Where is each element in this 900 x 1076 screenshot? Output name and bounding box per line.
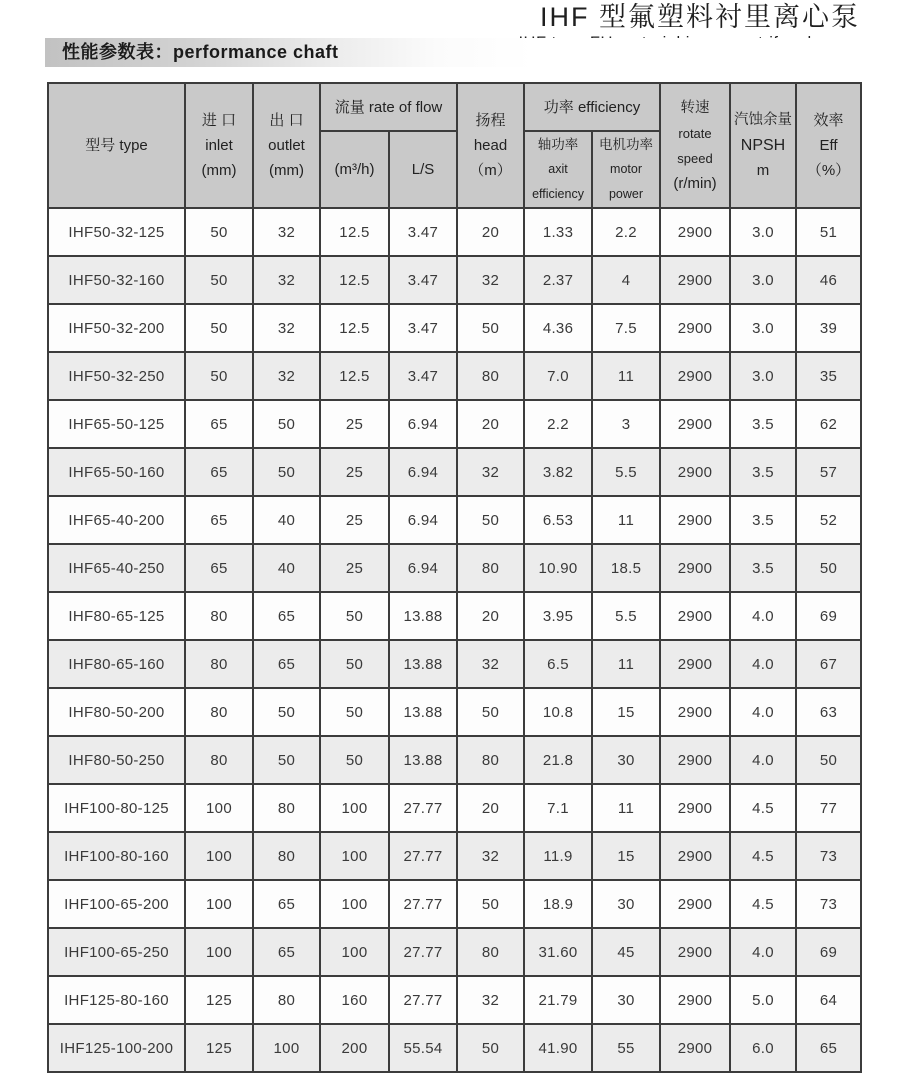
table-row [48, 784, 861, 832]
table-cell: 2900 [660, 784, 730, 832]
table-cell: 32 [457, 976, 524, 1024]
table-row [48, 736, 861, 784]
table-cell: 3.82 [524, 448, 592, 496]
table-cell: 80 [185, 592, 253, 640]
table-cell: 80 [253, 784, 320, 832]
table-cell: 3.0 [730, 256, 796, 304]
table-cell: 30 [592, 880, 660, 928]
cell-model-type: IHF50-32-125 [48, 208, 185, 256]
table-cell: 160 [320, 976, 389, 1024]
cell-model-type: IHF80-50-250 [48, 736, 185, 784]
table-cell: 3.5 [730, 544, 796, 592]
table-cell: 39 [796, 304, 861, 352]
table-cell: 67 [796, 640, 861, 688]
table-cell: 40 [253, 544, 320, 592]
table-cell: 20 [457, 592, 524, 640]
table-cell: 20 [457, 400, 524, 448]
table-cell: 4.0 [730, 640, 796, 688]
table-row [48, 928, 861, 976]
column-header-flow-ls: L/S [389, 131, 457, 208]
table-cell: 50 [185, 208, 253, 256]
table-row [48, 592, 861, 640]
table-row [48, 640, 861, 688]
table-row [48, 976, 861, 1024]
table-cell: 65 [253, 928, 320, 976]
table-row [48, 208, 861, 256]
table-cell: 4.36 [524, 304, 592, 352]
table-cell: 100 [185, 784, 253, 832]
table-cell: 2900 [660, 928, 730, 976]
column-header-motor-power: 电机功率 motor power [592, 131, 660, 208]
table-cell: 27.77 [389, 832, 457, 880]
table-cell: 32 [253, 256, 320, 304]
table-row [48, 832, 861, 880]
table-row [48, 688, 861, 736]
table-cell: 4.5 [730, 832, 796, 880]
table-cell: 12.5 [320, 256, 389, 304]
table-cell: 13.88 [389, 688, 457, 736]
table-cell: 2900 [660, 352, 730, 400]
table-cell: 30 [592, 976, 660, 1024]
table-row [48, 352, 861, 400]
table-cell: 100 [320, 832, 389, 880]
table-cell: 13.88 [389, 736, 457, 784]
table-cell: 25 [320, 544, 389, 592]
table-cell: 80 [185, 688, 253, 736]
table-cell: 2900 [660, 208, 730, 256]
table-cell: 6.94 [389, 448, 457, 496]
table-cell: 3 [592, 400, 660, 448]
table-cell: 2.2 [524, 400, 592, 448]
table-cell: 69 [796, 928, 861, 976]
table-cell: 15 [592, 832, 660, 880]
table-header [48, 83, 861, 208]
cell-model-type: IHF50-32-160 [48, 256, 185, 304]
table-cell: 2.37 [524, 256, 592, 304]
table-cell: 18.9 [524, 880, 592, 928]
table-cell: 65 [253, 640, 320, 688]
column-header-inlet: 进 口 inlet (mm) [185, 83, 253, 208]
table-cell: 12.5 [320, 304, 389, 352]
column-header-power-group: 功率 efficiency [524, 83, 660, 131]
table-cell: 62 [796, 400, 861, 448]
table-cell: 4.5 [730, 880, 796, 928]
section-label-bar [45, 38, 860, 67]
table-cell: 69 [796, 592, 861, 640]
table-cell: 6.53 [524, 496, 592, 544]
table-cell: 11.9 [524, 832, 592, 880]
table-cell: 3.0 [730, 208, 796, 256]
table-cell: 25 [320, 496, 389, 544]
performance-table [47, 82, 862, 1073]
cell-model-type: IHF65-50-125 [48, 400, 185, 448]
table-cell: 52 [796, 496, 861, 544]
table-cell: 12.5 [320, 208, 389, 256]
table-cell: 50 [457, 304, 524, 352]
table-cell: 32 [253, 208, 320, 256]
table-cell: 50 [185, 304, 253, 352]
table-cell: 100 [320, 880, 389, 928]
table-cell: 2900 [660, 688, 730, 736]
cell-model-type: IHF80-50-200 [48, 688, 185, 736]
table-cell: 27.77 [389, 880, 457, 928]
table-row [48, 496, 861, 544]
table-cell: 80 [457, 928, 524, 976]
table-cell: 100 [185, 880, 253, 928]
table-row [48, 304, 861, 352]
table-cell: 65 [185, 448, 253, 496]
table-cell: 25 [320, 448, 389, 496]
table-cell: 11 [592, 784, 660, 832]
table-cell: 4 [592, 256, 660, 304]
section-label: 性能参数表：performance chaft [62, 42, 339, 62]
table-cell: 4.0 [730, 928, 796, 976]
cell-model-type: IHF65-40-250 [48, 544, 185, 592]
column-header-rotate-speed: 转速 rotate speed (r/min) [660, 83, 730, 208]
table-cell: 73 [796, 880, 861, 928]
table-cell: 3.47 [389, 352, 457, 400]
table-cell: 5.0 [730, 976, 796, 1024]
cell-model-type: IHF125-100-200 [48, 1024, 185, 1072]
table-cell: 64 [796, 976, 861, 1024]
table-cell: 2900 [660, 400, 730, 448]
table-cell: 2900 [660, 256, 730, 304]
table-cell: 20 [457, 784, 524, 832]
table-cell: 100 [320, 784, 389, 832]
table-row [48, 1024, 861, 1072]
table-cell: 100 [185, 928, 253, 976]
table-cell: 65 [253, 880, 320, 928]
table-cell: 50 [457, 1024, 524, 1072]
table-cell: 35 [796, 352, 861, 400]
table-row [48, 400, 861, 448]
table-cell: 3.0 [730, 352, 796, 400]
table-cell: 3.5 [730, 448, 796, 496]
table-row [48, 448, 861, 496]
table-cell: 55 [592, 1024, 660, 1072]
table-cell: 80 [457, 352, 524, 400]
cell-model-type: IHF125-80-160 [48, 976, 185, 1024]
table-cell: 5.5 [592, 592, 660, 640]
table-cell: 11 [592, 496, 660, 544]
table-cell: 3.95 [524, 592, 592, 640]
column-header-npsh: 汽蚀余量 NPSH m [730, 83, 796, 208]
table-cell: 25 [320, 400, 389, 448]
table-cell: 4.0 [730, 688, 796, 736]
table-cell: 30 [592, 736, 660, 784]
table-cell: 100 [320, 928, 389, 976]
table-cell: 32 [457, 640, 524, 688]
table-cell: 50 [185, 256, 253, 304]
table-cell: 3.47 [389, 208, 457, 256]
table-cell: 6.5 [524, 640, 592, 688]
table-cell: 27.77 [389, 976, 457, 1024]
table-cell: 27.77 [389, 928, 457, 976]
table-cell: 3.47 [389, 304, 457, 352]
table-cell: 50 [320, 736, 389, 784]
table-cell: 80 [457, 544, 524, 592]
cell-model-type: IHF50-32-250 [48, 352, 185, 400]
table-cell: 50 [320, 592, 389, 640]
table-cell: 80 [253, 832, 320, 880]
column-header-outlet: 出 口 outlet (mm) [253, 83, 320, 208]
table-cell: 55.54 [389, 1024, 457, 1072]
table-cell: 65 [185, 544, 253, 592]
table-cell: 63 [796, 688, 861, 736]
table-cell: 2900 [660, 592, 730, 640]
table-cell: 32 [457, 256, 524, 304]
table-cell: 4.0 [730, 592, 796, 640]
column-header-head: 扬程 head （m） [457, 83, 524, 208]
table-cell: 100 [253, 1024, 320, 1072]
table-cell: 40 [253, 496, 320, 544]
table-cell: 11 [592, 640, 660, 688]
table-cell: 50 [796, 736, 861, 784]
cell-model-type: IHF50-32-200 [48, 304, 185, 352]
table-cell: 3.5 [730, 496, 796, 544]
table-cell: 7.5 [592, 304, 660, 352]
table-cell: 50 [253, 400, 320, 448]
table-cell: 100 [185, 832, 253, 880]
table-cell: 2900 [660, 880, 730, 928]
table-cell: 2900 [660, 448, 730, 496]
table-cell: 65 [796, 1024, 861, 1072]
table-cell: 50 [253, 688, 320, 736]
table-cell: 41.90 [524, 1024, 592, 1072]
table-cell: 65 [185, 496, 253, 544]
table-row [48, 256, 861, 304]
table-cell: 50 [320, 688, 389, 736]
table-cell: 21.8 [524, 736, 592, 784]
table-cell: 2900 [660, 976, 730, 1024]
table-cell: 45 [592, 928, 660, 976]
cell-model-type: IHF65-40-200 [48, 496, 185, 544]
table-row [48, 544, 861, 592]
table-cell: 50 [253, 736, 320, 784]
table-cell: 65 [253, 592, 320, 640]
table-cell: 80 [253, 976, 320, 1024]
table-cell: 7.0 [524, 352, 592, 400]
cell-model-type: IHF100-80-160 [48, 832, 185, 880]
cell-model-type: IHF65-50-160 [48, 448, 185, 496]
table-cell: 2900 [660, 496, 730, 544]
table-cell: 57 [796, 448, 861, 496]
table-cell: 13.88 [389, 640, 457, 688]
page-title-chinese: IHF 型氟塑料衬里离心泵 [540, 2, 860, 32]
cell-model-type: IHF80-65-125 [48, 592, 185, 640]
table-cell: 125 [185, 1024, 253, 1072]
table-cell: 6.94 [389, 496, 457, 544]
table-cell: 77 [796, 784, 861, 832]
cell-model-type: IHF100-65-200 [48, 880, 185, 928]
table-cell: 51 [796, 208, 861, 256]
table-cell: 2900 [660, 544, 730, 592]
table-cell: 20 [457, 208, 524, 256]
table-cell: 50 [457, 880, 524, 928]
table-cell: 1.33 [524, 208, 592, 256]
table-cell: 2.2 [592, 208, 660, 256]
table-cell: 31.60 [524, 928, 592, 976]
column-header-efficiency: 效率 Eff （%） [796, 83, 861, 208]
table-cell: 6.94 [389, 400, 457, 448]
cell-model-type: IHF100-65-250 [48, 928, 185, 976]
table-cell: 125 [185, 976, 253, 1024]
table-cell: 10.8 [524, 688, 592, 736]
table-cell: 4.5 [730, 784, 796, 832]
table-cell: 80 [185, 640, 253, 688]
table-cell: 3.5 [730, 400, 796, 448]
table-cell: 2900 [660, 304, 730, 352]
cell-model-type: IHF100-80-125 [48, 784, 185, 832]
column-header-flow-group: 流量 rate of flow [320, 83, 457, 131]
table-cell: 11 [592, 352, 660, 400]
table-cell: 50 [457, 688, 524, 736]
table-cell: 80 [457, 736, 524, 784]
table-row [48, 880, 861, 928]
table-cell: 65 [185, 400, 253, 448]
table-cell: 3.47 [389, 256, 457, 304]
table-cell: 32 [253, 304, 320, 352]
table-cell: 32 [457, 448, 524, 496]
table-cell: 50 [185, 352, 253, 400]
table-cell: 50 [320, 640, 389, 688]
table-cell: 50 [457, 496, 524, 544]
table-cell: 5.5 [592, 448, 660, 496]
table-cell: 3.0 [730, 304, 796, 352]
table-cell: 6.0 [730, 1024, 796, 1072]
table-cell: 80 [185, 736, 253, 784]
table-cell: 21.79 [524, 976, 592, 1024]
table-cell: 7.1 [524, 784, 592, 832]
table-cell: 10.90 [524, 544, 592, 592]
table-cell: 50 [253, 448, 320, 496]
table-cell: 2900 [660, 640, 730, 688]
table-cell: 2900 [660, 736, 730, 784]
table-cell: 27.77 [389, 784, 457, 832]
column-header-type: 型号 type [48, 83, 185, 208]
table-cell: 15 [592, 688, 660, 736]
column-header-shaft-power: 轴功率 axit efficiency [524, 131, 592, 208]
table-body [48, 208, 861, 1072]
table-cell: 2900 [660, 832, 730, 880]
table-cell: 73 [796, 832, 861, 880]
table-cell: 2900 [660, 1024, 730, 1072]
table-cell: 50 [796, 544, 861, 592]
table-cell: 18.5 [592, 544, 660, 592]
table-cell: 46 [796, 256, 861, 304]
table-cell: 6.94 [389, 544, 457, 592]
table-cell: 13.88 [389, 592, 457, 640]
cell-model-type: IHF80-65-160 [48, 640, 185, 688]
table-cell: 32 [457, 832, 524, 880]
column-header-flow-m3h: (m³/h) [320, 131, 389, 208]
table-cell: 200 [320, 1024, 389, 1072]
table-cell: 12.5 [320, 352, 389, 400]
table-cell: 32 [253, 352, 320, 400]
table-cell: 4.0 [730, 736, 796, 784]
